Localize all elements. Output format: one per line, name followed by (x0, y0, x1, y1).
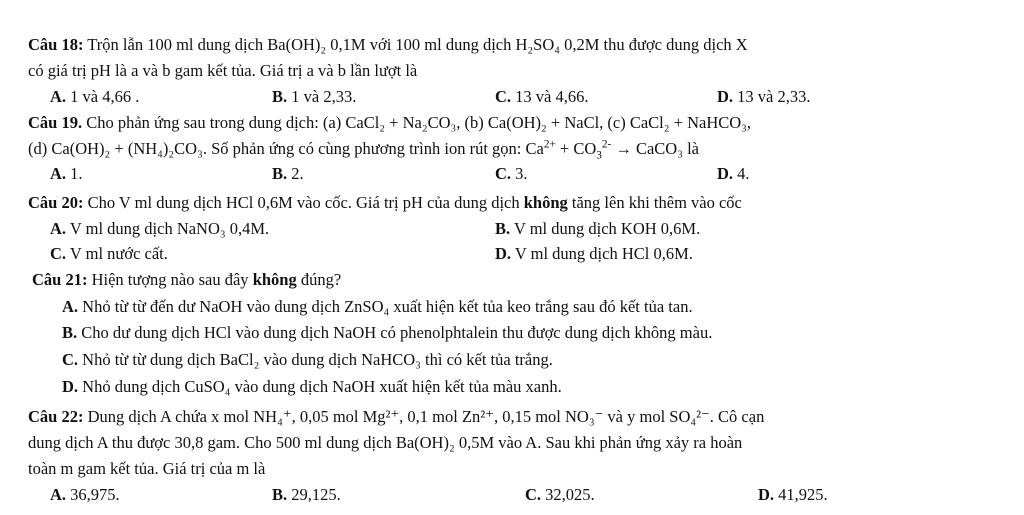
q18-stem-line1: Trộn lẫn 100 ml dung dịch Ba(OH)₂ 0,1M với 100 ml dung dịch H₂SO₄ 0,2M thu được dung dịch X (83, 35, 748, 54)
q22-option-c: C. 32,025. (525, 485, 595, 504)
q19-line1 (28, 112, 751, 134)
q22-stem-line3: toàn m gam kết tủa. Giá trị của m là (28, 459, 266, 478)
q21-option-d: D. Nhỏ dung dịch CuSO₄ vào dung dịch NaOH xuất hiện kết tủa màu xanh. (62, 377, 562, 396)
q21-label: Câu 21: (32, 270, 88, 289)
q22-stem-line2: dung dịch A thu được 30,8 gam. Cho 500 ml dung dịch Ba(OH)₂ 0,5M vào A. Sau khi phản ứng xảy ra hoàn (28, 433, 743, 452)
q21-line1: Câu 21: Hiện tượng nào sau đây không đúng? (32, 270, 342, 289)
q19-option-a: A. 1. (50, 164, 83, 183)
q19-option-d: D. 4. (717, 164, 750, 183)
q20-emphasis: không (523, 193, 568, 212)
q19-stem-line2: (d) Ca(OH)₂ + (NH₄)₂CO₃. Số phản ứng có cùng phương trình ion rút gọn: $Ca^{2+} + CO_3^{2-}$ → CaCO₃ là (28, 138, 700, 162)
q18-stem-line2: có giá trị pH là a và b gam kết tủa. Giá trị a và b lần lượt là (28, 61, 418, 80)
q18-label: Câu 18: (28, 35, 84, 54)
q21-emphasis: không (252, 270, 297, 289)
q19-stem-line1: Cho phản ứng sau trong dung dịch: (a) CaCl₂ + Na₂CO₃, (b) Ca(OH)₂ + NaCl, (c) CaCl₂ + NaHCO₃, (82, 113, 752, 132)
q20-option-a: A. V ml dung dịch NaNO₃ 0,4M. (50, 219, 270, 238)
q21-option-b: B. Cho dư dung dịch HCl vào dung dịch NaOH có phenolphtalein thu được dung dịch không màu. (62, 323, 713, 342)
q18-option-d: D. 13 và 2,33. (717, 87, 811, 106)
q18-option-a: A. 1 và 4,66 . (50, 87, 140, 106)
q19-option-b: B. 2. (272, 164, 304, 183)
q21-option-a: A. Nhỏ từ từ đến dư NaOH vào dung dịch ZnSO₄ xuất hiện kết tủa keo trắng sau đó kết tủa tan. (62, 297, 693, 316)
q22-option-a: A. 36,975. (50, 485, 120, 504)
q22-label: Câu 22: (28, 407, 84, 426)
q20-option-c: C. V ml nước cất. (50, 244, 168, 263)
q22-stem-line1: Dung dịch A chứa x mol NH₄⁺, 0,05 mol Mg²⁺, 0,1 mol Zn²⁺, 0,15 mol NO₃⁻ và y mol SO₄²⁻. Cô cạn (83, 407, 765, 426)
q20-option-b: B. V ml dung dịch KOH 0,6M. (495, 219, 701, 238)
q22-line1 (28, 406, 764, 428)
q20-line1: Câu 20: Cho V ml dung dịch HCl 0,6M vào cốc. Giá trị pH của dung dịch không tăng lên khi thêm vào cốc (28, 193, 742, 212)
q19-option-c: C. 3. (495, 164, 528, 183)
q22-option-d: D. 41,925. (758, 485, 828, 504)
q22-option-b: B. 29,125. (272, 485, 341, 504)
q20-label: Câu 20: (28, 193, 84, 212)
q18-option-b: B. 1 và 2,33. (272, 87, 357, 106)
q20-option-d: D. V ml dung dịch HCl 0,6M. (495, 244, 693, 263)
q19-label: Câu 19. (28, 113, 83, 132)
q21-option-c: C. Nhỏ từ từ dung dịch BaCl₂ vào dung dịch NaHCO₃ thì có kết tủa trắng. (62, 350, 553, 369)
q18-line1 (28, 34, 748, 56)
q18-option-c: C. 13 và 4,66. (495, 87, 589, 106)
